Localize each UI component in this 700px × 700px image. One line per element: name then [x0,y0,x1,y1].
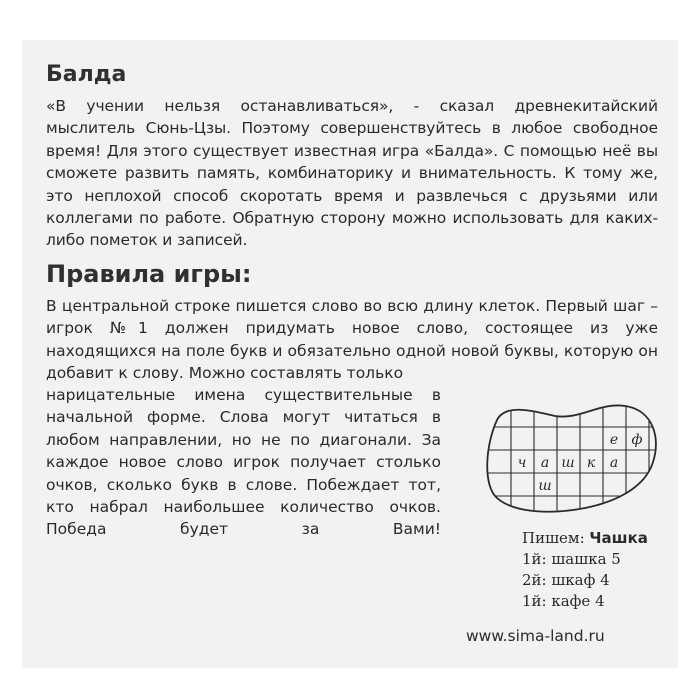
examples-label: Пишем: [522,529,585,547]
cell-letter-k: к [586,455,596,471]
cell-letter-e: е [609,432,619,448]
cell-letter-sh-bottom: ш [538,478,552,494]
page-title: Балда [46,62,127,87]
cell-letter-ch: ч [517,455,527,471]
game-board-illustration [475,390,665,520]
intro-paragraph: «В учении нельзя останавливаться», - сказал древнекитайский мыслитель Сюнь-Цзы. Поэтому совершенствуйтесь в любое свободное время! Для этого существует известная игра «Балда». С помощью неё вы сможете развить память, комбинаторику и внимательность. К тому же, это неплохой способ скоротать время и развлечься с друзьями или коллегами по работе. Обратную сторону можно использовать для каких-либо пометок и записей. [46,97,658,250]
examples-block [522,528,648,612]
example-row: 1й: кафе 4 [522,592,605,610]
example-row: 2й: шкаф 4 [522,571,610,589]
examples-start-word: Чашка [589,529,648,547]
rules-paragraph-part1: В центральной строке пишется слово во всю длину клеток. Первый шаг – игрок №1 должен придумать новое слово, состоящее из уже находящихся на поле букв и обязательно одной новой буквы, которую он добавит к слову. Можно составлять только [46,297,658,383]
cell-letter-a2: а [609,455,619,471]
website-link: www.sima-land.ru [466,627,605,645]
example-row: 1й: шашка 5 [522,550,621,568]
cell-letter-a1: а [540,455,550,471]
rules-heading: Правила игры: [46,260,252,288]
cell-letter-sh: ш [561,455,575,471]
cell-letter-f: ф [631,432,643,448]
rules-paragraph-part2: нарицательные имена существительные в начальной форме. Слова могут читаться в любом направлении, но не по диагонали. За каждое новое слово игрок получает столько очков, сколько букв в слове. Побеждает тот, кто набрал наибольшее количество очков. Победа будет за Вами! [46,386,441,539]
examples-header [522,528,648,549]
